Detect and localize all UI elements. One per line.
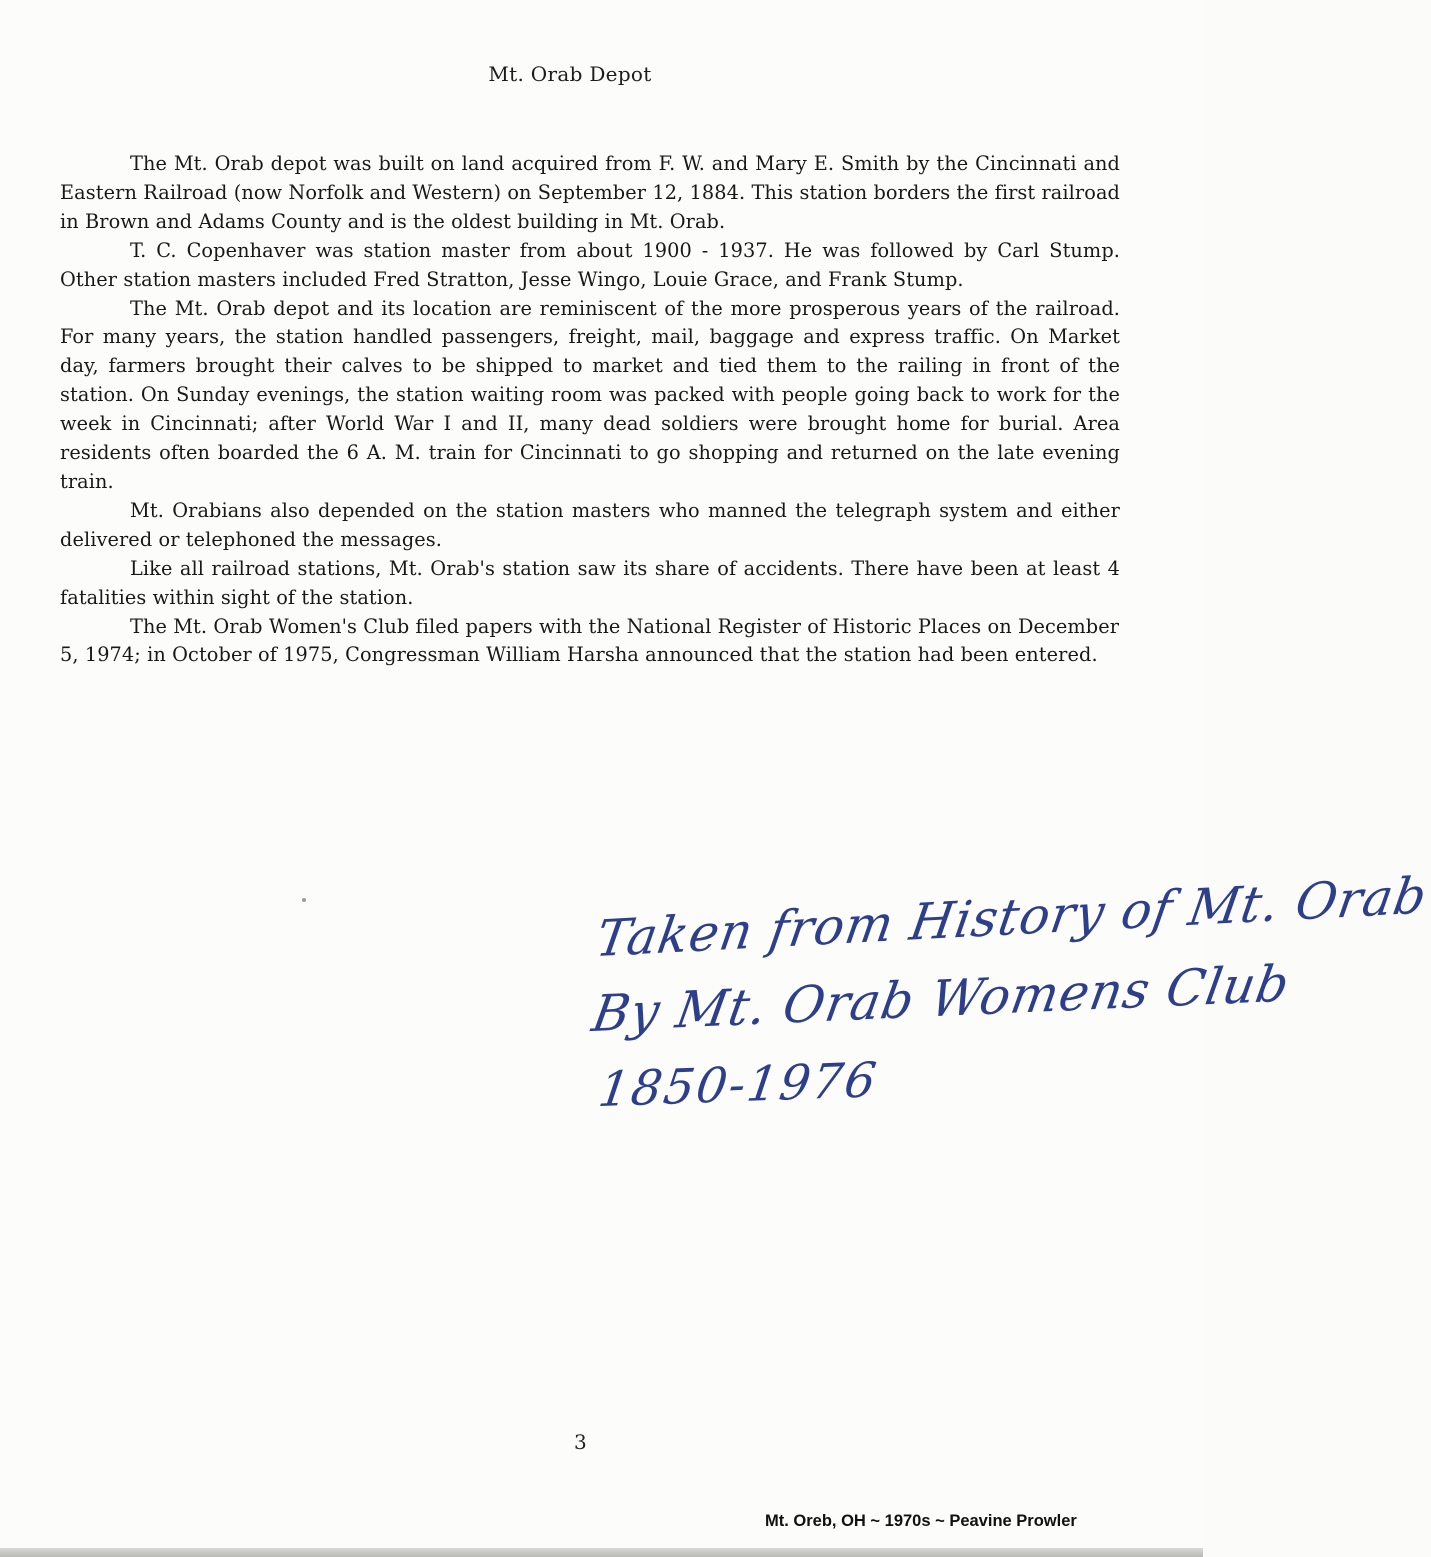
paragraph-prosperous-years: The Mt. Orab depot and its location are reminiscent of the more prosperous years of the railroad. For many years, the station handled passengers, freight, mail, baggage and express traffic. On Market day, farmers brought their calves to be shipped to market and tied them to the railing in front of the station. On Sunday evenings, the station waiting room was packed with people going back to work for the week in Cincinnati; after World War I and II, many dead soldiers were brought home for burial. Area residents often boarded the 6 A. M. train for Cincinnati to go shopping and returned on the late evening train. [60,296,1120,493]
paragraph-station-masters: T. C. Copenhaver was station master from about 1900 - 1937. He was followed by Carl Stump. Other station masters included Fred Stratton, Jesse Wingo, Louie Grace, and Frank Stump. [60,238,1120,291]
scan-edge [0,1548,1203,1557]
scan-speck [302,898,306,902]
paragraph-national-register: The Mt. Orab Women's Club filed papers with the National Register of Historic Places on December 5, 1974; in October of 1975, Congressman William Harsha announced that the station had been entered. [60,614,1120,667]
paragraph-telegraph: Mt. Orabians also depended on the station masters who manned the telegraph system and either delivered or telephoned the messages. [60,498,1120,551]
handwritten-line-author: By Mt. Orab Womens Club [588,954,1295,1044]
paragraph-accidents: Like all railroad stations, Mt. Orab's station saw its share of accidents. There have been at least 4 fatalities within sight of the station. [60,556,1120,609]
footer-credit: Mt. Oreb, OH ~ 1970s ~ Peavine Prowler [765,1512,1077,1530]
document-body [60,150,1120,670]
handwritten-note [585,866,1431,1170]
document-title: Mt. Orab Depot [488,62,652,86]
handwritten-line-source: Taken from History of Mt. Orab [592,866,1431,969]
paragraph-origin: The Mt. Orab depot was built on land acquired from F. W. and Mary E. Smith by the Cincinnati and Eastern Railroad (now Norfolk and Western) on September 12, 1884. This station borders the first railroad in Brown and Adams County and is the oldest building in Mt. Orab. [60,152,1120,233]
page-number: 3 [574,1430,587,1454]
handwritten-line-years: 1850-1976 [595,1052,882,1119]
